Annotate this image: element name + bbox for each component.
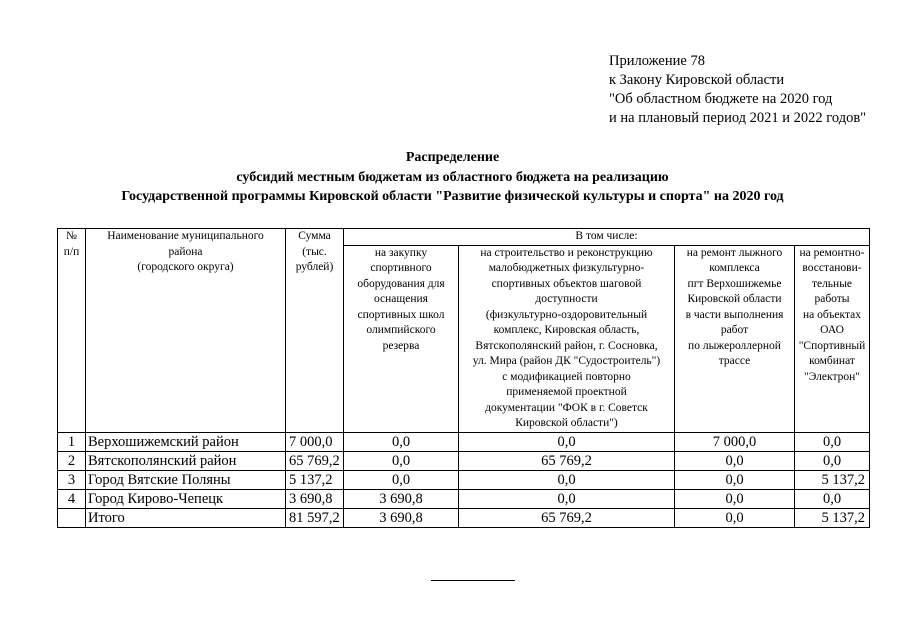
appendix-line: и на плановый период 2021 и 2022 годов": [609, 110, 867, 126]
total-num: [58, 508, 86, 527]
row-sum: 7 000,0: [286, 432, 344, 451]
row-num: 2: [58, 451, 86, 470]
header-col-construction: на строительство и реконструкцию малобюджетных физкультурно- спортивных объектов шаговой доступности (физкультурно-оздоровительный комплекс, Кировская область, Вятскополянский район, г. Сосновка, ул. Мира (район ДК "Судостроитель") с модификацией повторно применяемой проектной документации "ФОК в г. Советск Кировской области"): [459, 245, 675, 432]
total-c2: 65 769,2: [459, 508, 675, 527]
row-c2: 65 769,2: [459, 451, 675, 470]
row-sum: 65 769,2: [286, 451, 344, 470]
row-c3: 0,0: [675, 489, 795, 508]
row-c4: 5 137,2: [795, 470, 870, 489]
row-c4: 0,0: [795, 432, 870, 451]
appendix-note: [609, 52, 866, 128]
row-c3: 7 000,0: [675, 432, 795, 451]
row-sum: 3 690,8: [286, 489, 344, 508]
header-num: № п/п: [58, 229, 86, 433]
row-name: Город Вятские Поляны: [86, 470, 286, 489]
footer-divider: [431, 580, 515, 581]
document-title: [0, 148, 905, 207]
row-c4: 0,0: [795, 489, 870, 508]
row-c2: 0,0: [459, 489, 675, 508]
row-name: Город Кирово-Чепецк: [86, 489, 286, 508]
header-name: Наименование муниципального района (городского округа): [86, 229, 286, 433]
row-num: 1: [58, 432, 86, 451]
table-row: [58, 451, 870, 470]
total-sum: 81 597,2: [286, 508, 344, 527]
distribution-table: [57, 228, 870, 528]
table-row: [58, 489, 870, 508]
table-total-row: [58, 508, 870, 527]
table-row: [58, 432, 870, 451]
appendix-line: к Закону Кировской области: [609, 72, 785, 88]
header-col-equipment: на закупку спортивного оборудования для оснащения спортивных школ олимпийского резерва: [344, 245, 459, 432]
row-c4: 0,0: [795, 451, 870, 470]
total-c3: 0,0: [675, 508, 795, 527]
appendix-line: "Об областном бюджете на 2020 год: [609, 91, 833, 107]
header-including: В том числе:: [344, 229, 870, 246]
header-col-ski-repair: на ремонт лыжного комплекса пгт Верхошижемье Кировской области в части выполнения работ по лыжероллерной трассе: [675, 245, 795, 432]
row-num: 4: [58, 489, 86, 508]
row-name: Верхошижемский район: [86, 432, 286, 451]
row-c2: 0,0: [459, 432, 675, 451]
row-c3: 0,0: [675, 470, 795, 489]
appendix-line: Приложение 78: [609, 53, 705, 69]
row-num: 3: [58, 470, 86, 489]
row-c1: 0,0: [344, 432, 459, 451]
row-c1: 3 690,8: [344, 489, 459, 508]
title-line: Государственной программы Кировской области "Развитие физической культуры и спорта" на 2020 год: [121, 189, 784, 204]
row-c1: 0,0: [344, 470, 459, 489]
table-row: [58, 470, 870, 489]
row-name: Вятскополянский район: [86, 451, 286, 470]
header-col-restoration: на ремонтно- восстанови- тельные работы на объектах ОАО "Спортивный комбинат "Электрон": [795, 245, 870, 432]
row-c1: 0,0: [344, 451, 459, 470]
total-c1: 3 690,8: [344, 508, 459, 527]
row-c2: 0,0: [459, 470, 675, 489]
title-line: субсидий местным бюджетам из областного бюджета на реализацию: [236, 169, 669, 185]
row-sum: 5 137,2: [286, 470, 344, 489]
table-header-row: [58, 229, 870, 246]
row-c3: 0,0: [675, 451, 795, 470]
header-sum: Сумма (тыс. рублей): [286, 229, 344, 433]
total-label: Итого: [86, 508, 286, 527]
title-line: Распределение: [405, 150, 500, 165]
total-c4: 5 137,2: [795, 508, 870, 527]
